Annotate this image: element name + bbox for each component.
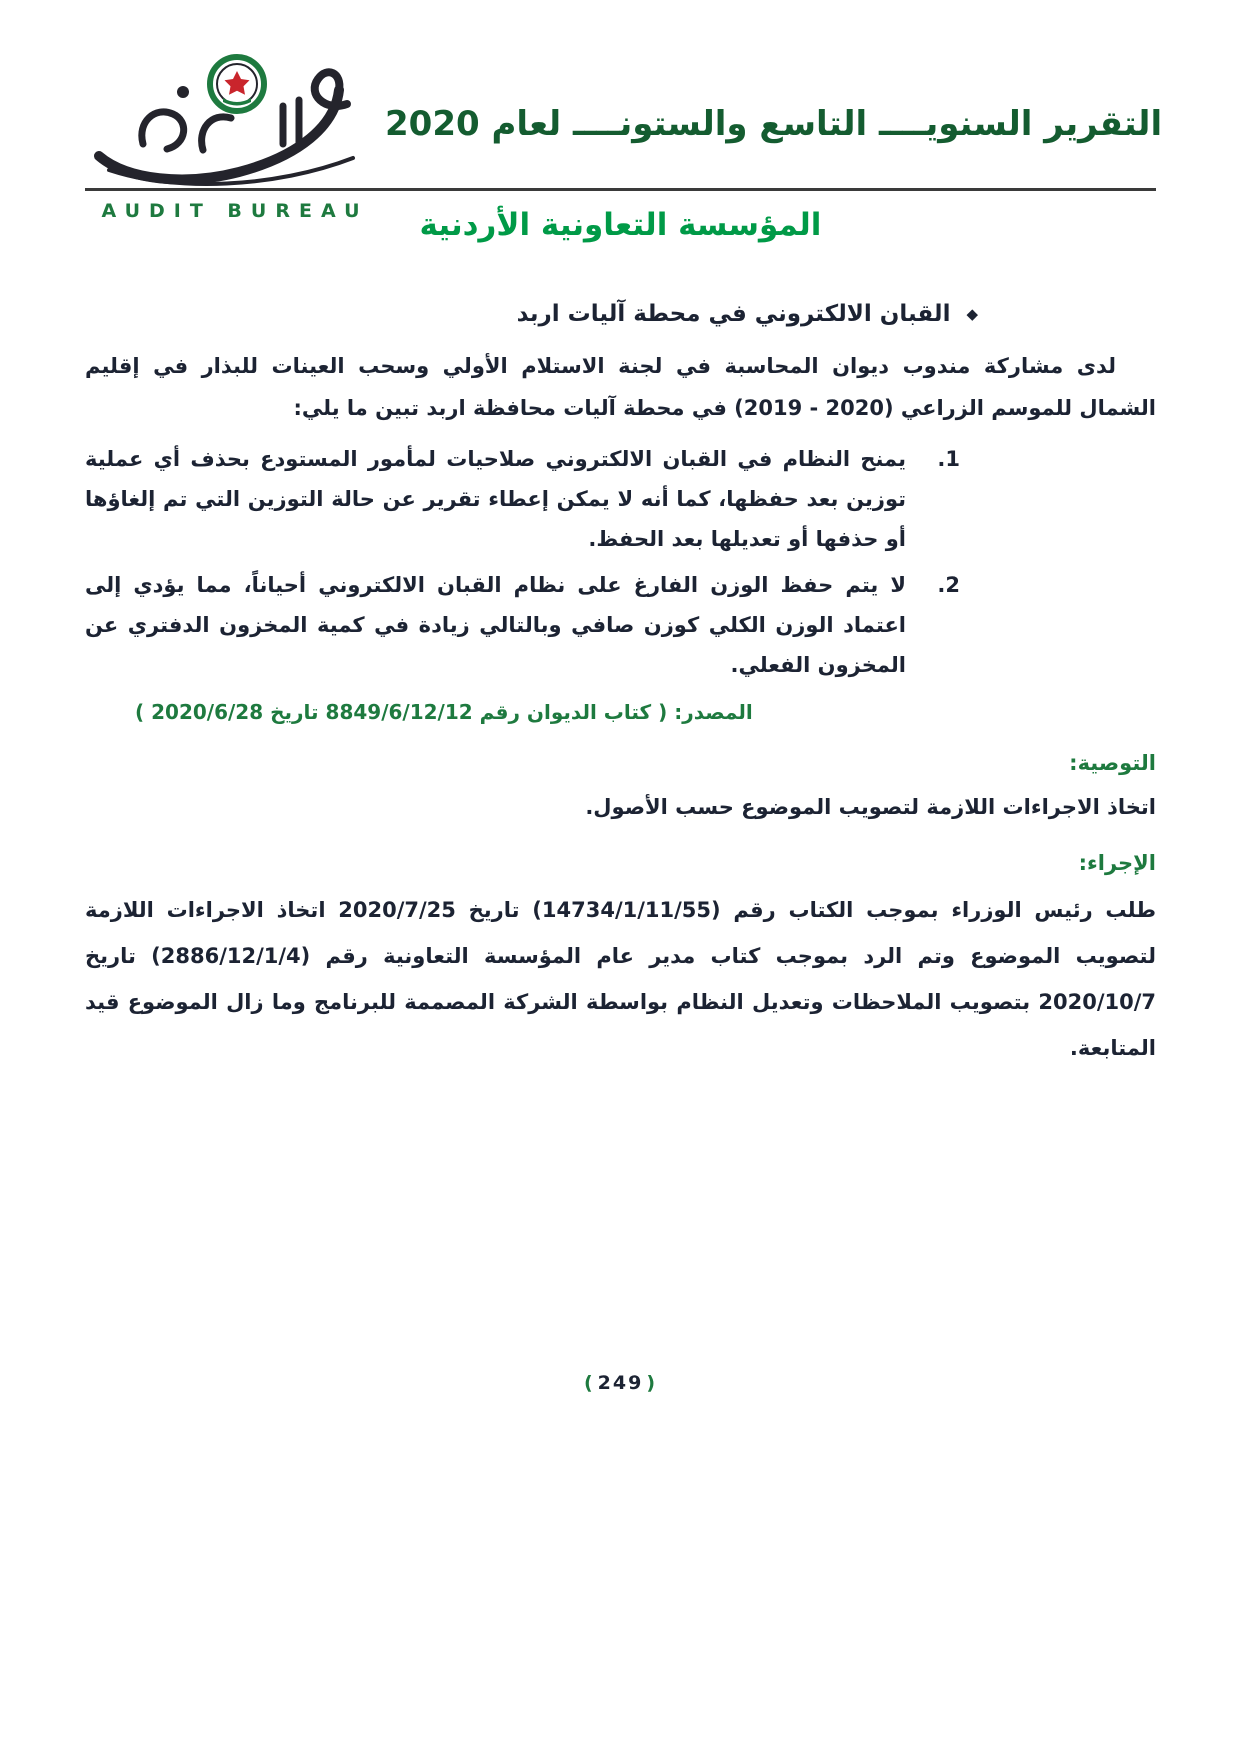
recommendation-label: التوصية:	[1069, 751, 1156, 775]
annual-report-title-text: التقرير السنويــــ التاسع والستونــــ لعام 2020	[385, 104, 1163, 144]
calligraphy-dot	[177, 86, 189, 98]
source-line: المصدر: ( كتاب الديوان رقم 8849/6/12/12 تاريخ 2020/6/28 )	[135, 700, 753, 724]
diamond-bullet-icon: ◆	[966, 304, 978, 323]
list-item-number: 2.	[937, 573, 960, 597]
list-item-text: يمنح النظام في القبان الالكتروني صلاحيات لمأمور المستودع بحذف أي عملية توزين بعد حفظها، كما أنه لا يمكن إعطاء تقرير عن حالة التوزين التي تم إلغاؤها أو حذفها أو تعديلها بعد الحفظ.	[85, 447, 906, 551]
section-heading-row	[85, 301, 1156, 327]
page-header	[0, 0, 1241, 222]
page-title: المؤسسة التعاونية الأردنية	[419, 207, 822, 243]
page-number-paren-open: (	[583, 1372, 595, 1394]
intro-paragraph: لدى مشاركة مندوب ديوان المحاسبة في لجنة الاستلام الأولي وسحب العينات للبذار في إقليم الشمال للموسم الزراعي ⁦(2019 - 2020)⁩ في محطة آليات محافظة اربد تبين ما يلي:	[85, 354, 1156, 420]
annual-report-title	[385, 104, 1162, 144]
list-item-text: لا يتم حفظ الوزن الفارغ على نظام القبان الالكتروني أحياناً، مما يؤدي إلى اعتماد الوزن الكلي كوزن صافي وبالتالي زيادة في كمية المخزون الدفتري عن المخزون الفعلي.	[85, 573, 906, 677]
document-body	[0, 301, 1241, 1071]
audit-bureau-logo	[85, 46, 385, 222]
findings-list	[85, 439, 1156, 685]
audit-bureau-emblem-icon	[85, 46, 385, 198]
action-label: الإجراء:	[1078, 851, 1156, 875]
page-number-value: 249	[597, 1372, 644, 1394]
logo-caption: AUDIT BUREAU	[101, 200, 369, 222]
list-item-number: 1.	[937, 447, 960, 471]
section-heading: القبان الالكتروني في محطة آليات اربد	[516, 301, 951, 327]
list-item	[85, 565, 1156, 685]
page-number	[0, 1372, 1241, 1394]
list-item	[85, 439, 1156, 559]
action-text: طلب رئيس الوزراء بموجب الكتاب رقم (14734/1/11/55) تاريخ 2020/7/25 اتخاذ الاجراءات اللازمة لتصويب الموضوع وتم الرد بموجب كتاب مدير عام المؤسسة التعاونية رقم (2886/12/1/4) تاريخ 2020/10/7 بتصويب الملاحظات وتعديل النظام بواسطة الشركة المصممة للبرنامج وما زال الموضوع قيد المتابعة.	[85, 898, 1157, 1060]
page-number-paren-close: )	[646, 1372, 658, 1394]
recommendation-text: اتخاذ الاجراءات اللازمة لتصويب الموضوع حسب الأصول.	[585, 795, 1156, 819]
